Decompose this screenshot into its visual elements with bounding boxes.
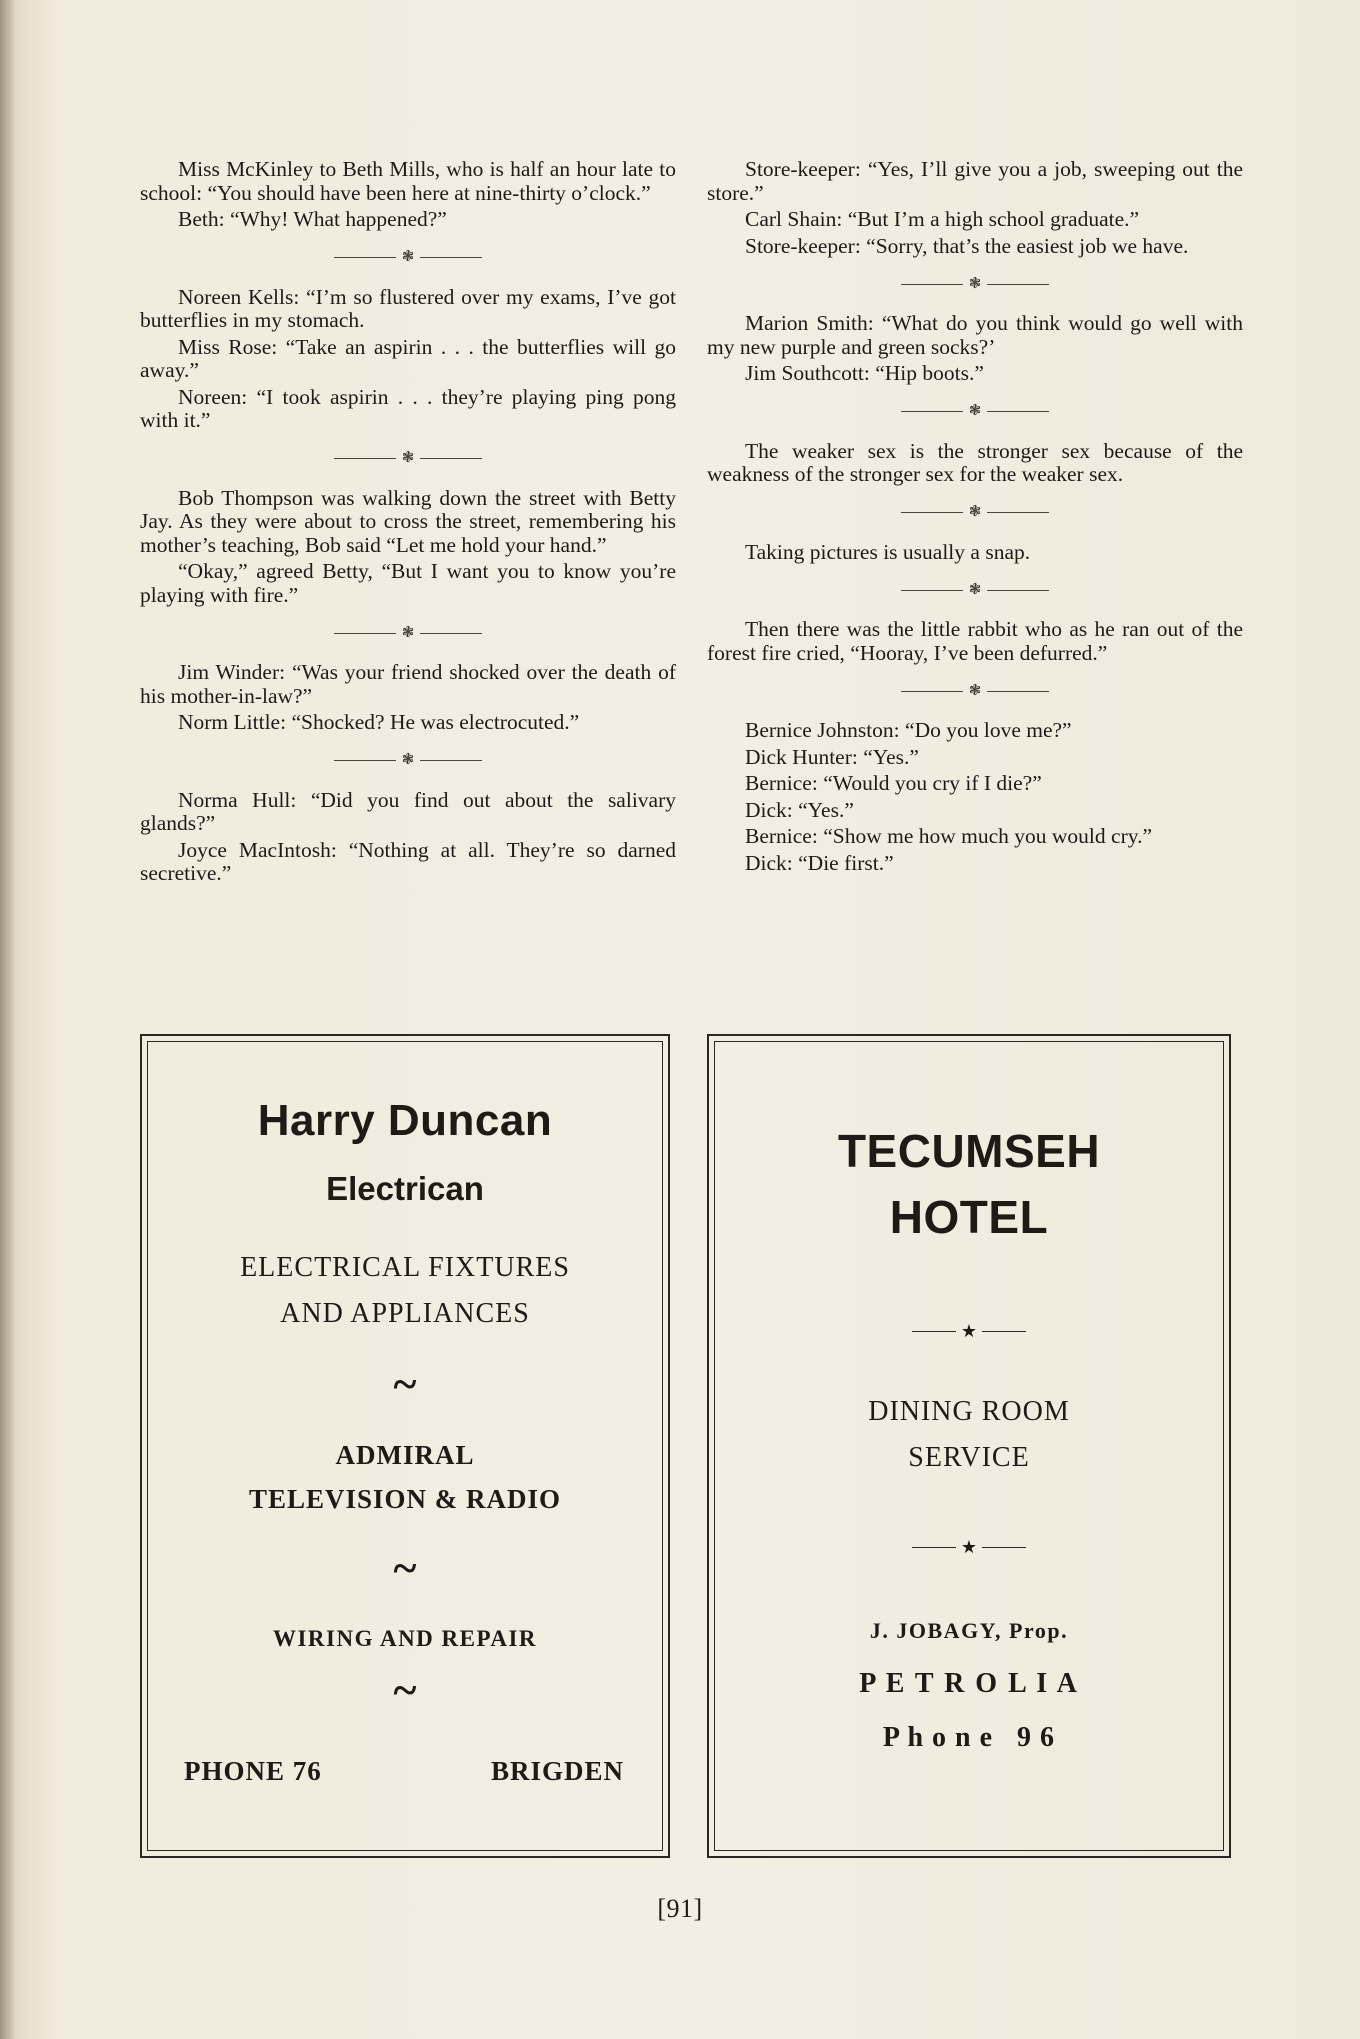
joke-paragraph: Bob Thompson was walking down the street with Betty Jay. As they were about to cross the street, remembering his mother’s teaching, Bob said “Let me hold your hand.”	[140, 485, 676, 557]
flower-ornament-icon: ❃	[401, 450, 415, 466]
joke-block	[140, 158, 676, 232]
star-icon: ★	[960, 1321, 978, 1341]
tilde-divider-icon: ~	[393, 1544, 417, 1593]
joke-paragraph: Noreen Kells: “I’m so flustered over my exams, I’ve got butterflies in my stomach.	[140, 284, 676, 332]
book-spine	[0, 0, 14, 2039]
ornament-separator	[140, 244, 676, 272]
ad-hotel-name-line1: TECUMSEH	[837, 1125, 1101, 1177]
ornament-separator	[707, 677, 1243, 705]
ad-line-dining-room: DINING ROOM	[868, 1396, 1070, 1427]
joke-paragraph: Bernice: “Would you cry if I die?”	[745, 771, 1042, 795]
joke-paragraph: Dick Hunter: “Yes.”	[745, 744, 919, 769]
ad-business-name: Harry Duncan	[257, 1096, 553, 1145]
joke-block	[707, 719, 1243, 875]
joke-paragraph: Miss Rose: “Take an aspirin . . . the butterflies will go away.”	[140, 334, 676, 382]
ad-line-fixtures: ELECTRICAL FIXTURES	[240, 1252, 570, 1283]
ad-town: P E T R O L I A	[859, 1668, 1079, 1699]
tecumseh-hotel-ad	[707, 1034, 1231, 1858]
flower-ornament-icon: ❃	[968, 403, 982, 419]
ornament-separator	[707, 398, 1243, 426]
ad-line-television-radio: TELEVISION & RADIO	[248, 1484, 562, 1514]
ad-phone: P h o n e 9 6	[882, 1722, 1056, 1753]
flower-ornament-icon: ❃	[401, 752, 415, 768]
joke-block	[707, 312, 1243, 386]
joke-paragraph: Joyce MacIntosh: “Nothing at all. They’re so darned secretive.”	[140, 837, 676, 885]
joke-paragraph: Dick: “Die first.”	[745, 850, 894, 875]
ad-town: BRIGDEN	[490, 1756, 624, 1786]
joke-block	[707, 618, 1243, 665]
ornament-separator	[707, 576, 1243, 604]
ornament-separator	[140, 619, 676, 647]
joke-block	[140, 286, 676, 433]
joke-paragraph: Carl Shain: “But I’m a high school graduate.”	[745, 207, 1140, 231]
harry-duncan-ad	[140, 1034, 670, 1858]
joke-paragraph: Norma Hull: “Did you find out about the salivary glands?”	[140, 787, 676, 835]
right-column	[707, 158, 1243, 878]
ad-phone: PHONE 76	[184, 1756, 322, 1786]
flower-ornament-icon: ❃	[401, 624, 415, 641]
ad-line-service: SERVICE	[908, 1442, 1030, 1473]
joke-paragraph: Marion Smith: “What do you think would go well with my new purple and green socks?’	[707, 311, 1243, 359]
joke-block	[707, 440, 1243, 487]
joke-paragraph: Then there was the little rabbit who as he ran out of the forest fire cried, “Hooray, I’ve been defurred.”	[707, 617, 1243, 665]
page-number: [91]	[657, 1894, 703, 1923]
flower-ornament-icon: ❃	[968, 275, 982, 292]
ad-line-admiral: ADMIRAL	[335, 1440, 475, 1470]
joke-paragraph: The weaker sex is the stronger sex because of the weakness of the stronger sex for the weaker sex.	[707, 438, 1243, 486]
ornament-separator	[140, 445, 676, 473]
ad-proprietor: J. JOBAGY, Prop.	[869, 1618, 1069, 1643]
left-column	[140, 158, 676, 889]
joke-paragraph: “Okay,” agreed Betty, “But I want you to know you’re playing with fire.”	[140, 559, 676, 607]
joke-paragraph: Jim Winder: “Was your friend shocked over the death of his mother-in-law?”	[140, 660, 676, 708]
star-divider	[709, 1322, 1229, 1340]
joke-paragraph: Bernice: “Show me how much you would cry.”	[745, 824, 1153, 848]
ad-line-appliances: AND APPLIANCES	[280, 1298, 530, 1329]
ad-hotel-name-line2: HOTEL	[889, 1191, 1049, 1243]
ornament-separator	[707, 499, 1243, 527]
joke-block	[140, 661, 676, 735]
star-icon: ★	[960, 1537, 978, 1557]
joke-paragraph: Store-keeper: “Sorry, that’s the easiest job we have.	[745, 233, 1189, 258]
joke-paragraph: Jim Southcott: “Hip boots.”	[745, 361, 984, 385]
joke-block	[707, 541, 1243, 565]
ornament-separator	[707, 270, 1243, 298]
ad-line-wiring: WIRING AND REPAIR	[272, 1626, 538, 1651]
star-divider	[709, 1538, 1229, 1556]
joke-paragraph: Bernice Johnston: “Do you love me?”	[745, 718, 1072, 742]
joke-paragraph: Store-keeper: “Yes, I’ll give you a job, sweeping out the store.”	[707, 157, 1243, 205]
joke-block	[140, 487, 676, 608]
flower-ornament-icon: ❃	[968, 504, 982, 520]
joke-paragraph: Miss McKinley to Beth Mills, who is half an hour late to school: “You should have been here at nine-thirty o’clock.”	[140, 157, 676, 205]
joke-paragraph: Noreen: “I took aspirin . . . they’re playing ping pong with it.”	[140, 384, 676, 432]
joke-paragraph: Norm Little: “Shocked? He was electrocuted.”	[178, 710, 580, 734]
flower-ornament-icon: ❃	[968, 682, 982, 699]
tilde-divider-icon: ~	[393, 1666, 417, 1715]
flower-ornament-icon: ❃	[968, 581, 982, 598]
joke-paragraph: Beth: “Why! What happened?”	[178, 207, 447, 231]
joke-block	[140, 789, 676, 886]
flower-ornament-icon: ❃	[401, 249, 415, 265]
joke-paragraph: Taking pictures is usually a snap.	[745, 539, 1031, 564]
joke-paragraph: Dick: “Yes.”	[745, 797, 854, 822]
ornament-separator	[140, 747, 676, 775]
tilde-divider-icon: ~	[393, 1360, 417, 1409]
ad-business-trade: Electrican	[326, 1170, 484, 1207]
joke-block	[707, 158, 1243, 258]
